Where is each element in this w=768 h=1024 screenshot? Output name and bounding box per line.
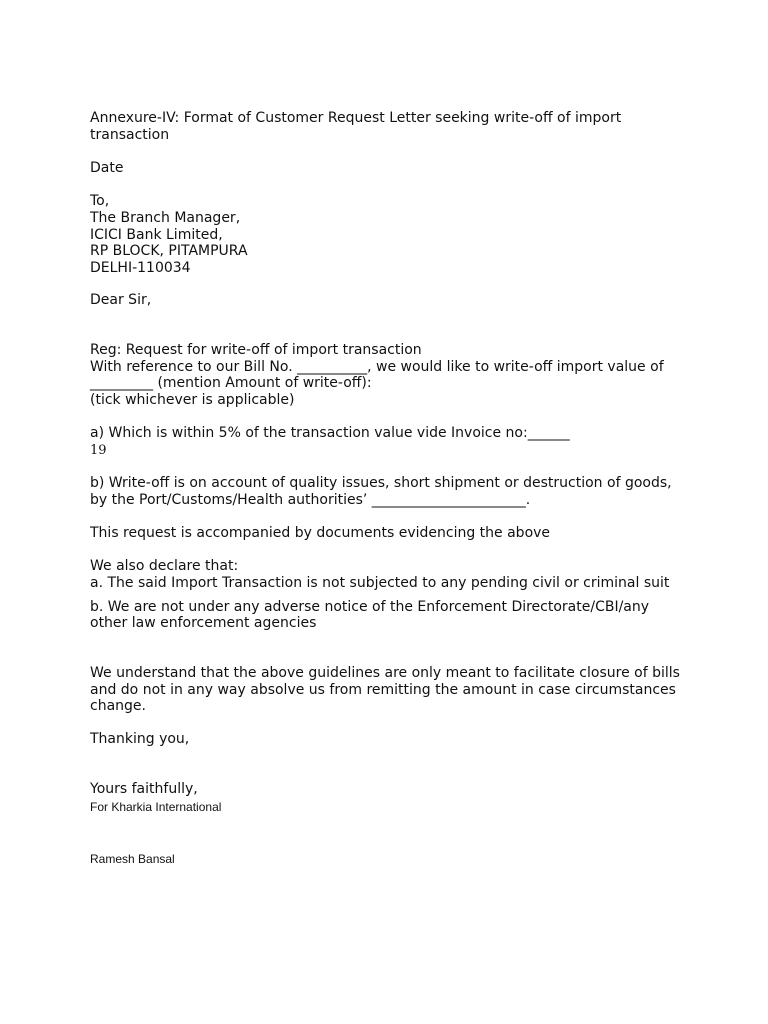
body-line: (tick whichever is applicable) — [90, 392, 295, 408]
date-label: Date — [90, 160, 124, 176]
subject-line: Reg: Request for write-off of import transaction — [90, 342, 422, 358]
declare-a: a. The said Import Transaction is not subjected to any pending civil or criminal suit — [90, 575, 670, 591]
declare-b: b. We are not under any adverse notice of the Enforcement Directorate/CBI/any — [90, 599, 650, 615]
letter-heading-cont: transaction — [90, 127, 170, 143]
option-b: b) Write-off is on account of quality issues, short shipment or destruction of goods, — [90, 475, 672, 491]
body-line: _________ (mention Amount of write-off): — [90, 375, 372, 391]
understand-para: and do not in any way absolve us from remitting the amount in case circumstances — [90, 682, 676, 698]
closing-line: Yours faithfully, — [90, 781, 198, 797]
salutation: Dear Sir, — [90, 292, 152, 308]
understand-para: We understand that the above guidelines are only meant to facilitate closure of bills — [90, 665, 680, 681]
declare-b-cont: other law enforcement agencies — [90, 615, 317, 631]
thanks-line: Thanking you, — [90, 731, 190, 747]
declare-intro: We also declare that: — [90, 558, 239, 574]
option-b-cont: by the Port/Customs/Health authorities’ ______________________. — [90, 492, 531, 508]
documents-note: This request is accompanied by documents evidencing the above — [90, 525, 551, 541]
body-line: With reference to our Bill No. __________, we would like to write-off import value of — [90, 359, 664, 375]
option-a: a) Which is within 5% of the transaction value vide Invoice no:______ — [90, 425, 570, 441]
understand-para: change. — [90, 698, 146, 714]
page-number: 19 — [90, 443, 107, 458]
addressee-street: RP BLOCK, PITAMPURA — [90, 243, 248, 259]
addressee-title: The Branch Manager, — [90, 210, 241, 226]
to-label: To, — [90, 193, 110, 209]
signatory-name: Ramesh Bansal — [90, 852, 175, 866]
letter-heading: Annexure-IV: Format of Customer Request Letter seeking write-off of import — [90, 110, 622, 126]
company-name: For Kharkia International — [90, 800, 222, 814]
addressee-city: DELHI-110034 — [90, 260, 191, 276]
addressee-bank: ICICI Bank Limited, — [90, 227, 223, 243]
